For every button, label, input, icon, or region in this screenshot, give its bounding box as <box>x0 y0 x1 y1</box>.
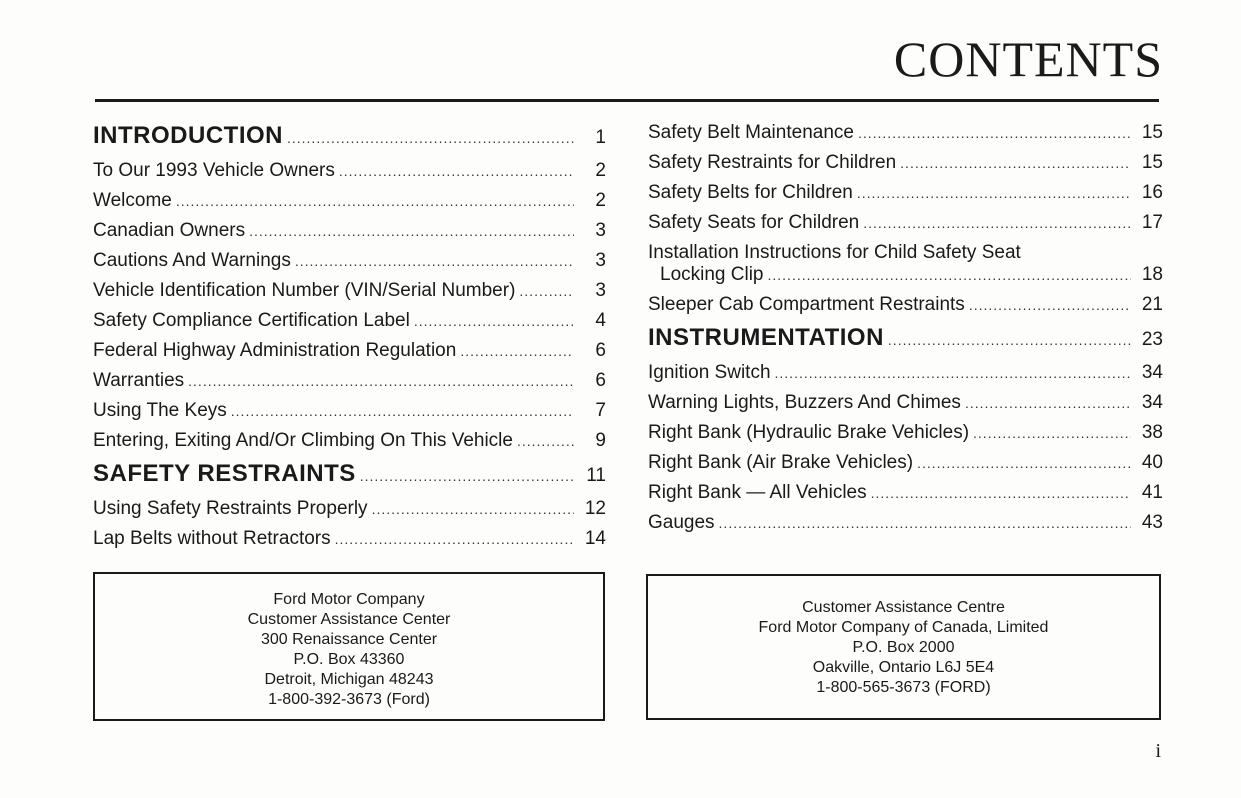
toc-entry <box>648 208 1163 238</box>
toc-page-number: 6 <box>595 370 606 391</box>
toc-entry-label: Vehicle Identification Number (VIN/Serial Number) <box>93 280 516 301</box>
toc-entry <box>93 306 606 336</box>
toc-page-number: 4 <box>595 310 606 331</box>
dot-leader <box>176 186 574 216</box>
toc-entry <box>648 358 1163 388</box>
toc-page-number: 34 <box>1141 362 1163 383</box>
canada-contact-box <box>646 574 1161 720</box>
dot-leader <box>249 216 574 246</box>
toc-entry <box>93 186 606 216</box>
toc-page-number: 15 <box>1141 152 1163 173</box>
toc-entry-label: Gauges <box>648 512 715 533</box>
toc-section-label: SAFETY RESTRAINTS <box>93 460 356 487</box>
us-contact-box <box>93 572 605 721</box>
toc-entry-label: Right Bank — All Vehicles <box>648 482 867 503</box>
dot-leader <box>287 120 574 156</box>
toc-section-heading <box>648 320 1163 358</box>
toc-page-number: 15 <box>1141 122 1163 143</box>
toc-entry <box>648 508 1163 538</box>
toc-entry <box>93 494 606 524</box>
toc-entry <box>93 156 606 186</box>
toc-entry-label: Installation Instructions for Child Safety Seat <box>648 242 1021 263</box>
dot-leader <box>414 306 574 336</box>
toc-page-number: 2 <box>595 160 606 181</box>
toc-entry-label: Federal Highway Administration Regulation <box>93 340 457 361</box>
toc-entry-label-continued: Locking Clip <box>660 264 764 285</box>
toc-section-label: INTRODUCTION <box>93 122 283 149</box>
toc-entry <box>648 238 1163 290</box>
toc-entry-label: Ignition Switch <box>648 362 771 383</box>
contact-line: P.O. Box 2000 <box>852 639 955 656</box>
dot-leader <box>863 208 1131 238</box>
toc-entry <box>93 216 606 246</box>
toc-entry-label: Sleeper Cab Compartment Restraints <box>648 294 965 315</box>
dot-leader <box>719 508 1131 538</box>
toc-page-number: 11 <box>586 465 606 486</box>
page-title: CONTENTS <box>893 31 1163 87</box>
toc-entry-label: Safety Belts for Children <box>648 182 853 203</box>
dot-leader <box>360 458 574 494</box>
toc-page-number: 3 <box>595 220 606 241</box>
toc-entry-label: Lap Belts without Retractors <box>93 528 331 549</box>
toc-entry-label: Warning Lights, Buzzers And Chimes <box>648 392 961 413</box>
title-rule <box>95 99 1159 102</box>
toc-left-column <box>93 118 606 554</box>
page-number: i <box>1155 740 1161 762</box>
toc-entry-label: Warranties <box>93 370 185 391</box>
dot-leader <box>295 246 574 276</box>
toc-page-number: 7 <box>595 400 606 421</box>
contact-line: Customer Assistance Centre <box>802 599 1005 616</box>
toc-entry <box>93 366 606 396</box>
toc-page-number: 38 <box>1141 422 1163 443</box>
toc-entry <box>93 396 606 426</box>
toc-entry-label: Cautions And Warnings <box>93 250 291 271</box>
toc-page-number: 16 <box>1141 182 1163 203</box>
toc-page-number: 3 <box>595 250 606 271</box>
toc-entry <box>93 426 606 456</box>
toc-section-label: INSTRUMENTATION <box>648 324 884 351</box>
toc-entry-label: Right Bank (Air Brake Vehicles) <box>648 452 914 473</box>
toc-entry <box>93 336 606 366</box>
toc-page-number: 14 <box>584 528 606 549</box>
contact-line: Ford Motor Company of Canada, Limited <box>758 619 1049 636</box>
contact-line: Detroit, Michigan 48243 <box>264 671 434 688</box>
contact-line: Customer Assistance Center <box>247 611 451 628</box>
dot-leader <box>857 178 1131 208</box>
dot-leader <box>372 494 574 524</box>
toc-page-number: 17 <box>1141 212 1163 233</box>
dot-leader <box>517 426 574 456</box>
contact-line: 1-800-565-3673 (FORD) <box>816 679 991 696</box>
toc-entry-label: Safety Seats for Children <box>648 212 860 233</box>
contact-line: Ford Motor Company <box>273 591 425 608</box>
dot-leader <box>900 148 1131 178</box>
toc-right-column <box>648 118 1163 538</box>
dot-leader <box>969 290 1131 320</box>
dot-leader <box>973 418 1131 448</box>
toc-page-number: 18 <box>1141 264 1163 285</box>
contact-line: 1-800-392-3673 (Ford) <box>268 691 430 708</box>
dot-leader <box>231 396 574 426</box>
contact-line: 300 Renaissance Center <box>260 631 438 648</box>
toc-page-number: 21 <box>1141 294 1163 315</box>
toc-page-number: 3 <box>595 280 606 301</box>
contact-line: Oakville, Ontario L6J 5E4 <box>812 659 995 676</box>
toc-entry-label: Entering, Exiting And/Or Climbing On This Vehicle <box>93 430 513 451</box>
toc-entry-label: Welcome <box>93 190 172 211</box>
dot-leader <box>775 358 1131 388</box>
toc-entry-label: Using The Keys <box>93 400 227 421</box>
dot-leader <box>339 156 574 186</box>
toc-entry <box>93 524 606 554</box>
toc-page-number: 6 <box>595 340 606 361</box>
toc-page-number: 2 <box>595 190 606 211</box>
toc-entry-label: Safety Compliance Certification Label <box>93 310 410 331</box>
toc-page-number: 9 <box>595 430 606 451</box>
toc-section-heading <box>93 456 606 494</box>
toc-entry <box>648 290 1163 320</box>
dot-leader <box>460 336 574 366</box>
toc-section-heading <box>93 118 606 156</box>
toc-page-number: 23 <box>1141 329 1163 350</box>
toc-entry <box>648 418 1163 448</box>
toc-entry-label: Canadian Owners <box>93 220 246 241</box>
toc-page-number: 1 <box>595 127 606 148</box>
dot-leader <box>519 276 574 306</box>
toc-entry <box>93 246 606 276</box>
toc-page-number: 43 <box>1141 512 1163 533</box>
toc-entry-label: Safety Restraints for Children <box>648 152 897 173</box>
dot-leader <box>188 366 574 396</box>
toc-entry <box>648 178 1163 208</box>
dot-leader <box>768 264 1132 286</box>
dot-leader <box>888 322 1131 358</box>
toc-page-number: 12 <box>584 498 606 519</box>
contact-line: P.O. Box 43360 <box>293 651 405 668</box>
dot-leader <box>858 118 1131 148</box>
toc-entry <box>648 118 1163 148</box>
toc-entry <box>648 388 1163 418</box>
toc-entry <box>648 148 1163 178</box>
toc-page-number: 34 <box>1141 392 1163 413</box>
toc-entry-label: Right Bank (Hydraulic Brake Vehicles) <box>648 422 970 443</box>
toc-entry <box>93 276 606 306</box>
dot-leader <box>335 524 574 554</box>
toc-entry <box>648 448 1163 478</box>
toc-page-number: 40 <box>1141 452 1163 473</box>
toc-page-number: 41 <box>1141 482 1163 503</box>
dot-leader <box>965 388 1131 418</box>
dot-leader <box>871 478 1131 508</box>
dot-leader <box>917 448 1131 478</box>
toc-entry-label: Using Safety Restraints Properly <box>93 498 368 519</box>
toc-entry <box>648 478 1163 508</box>
toc-entry-label: Safety Belt Maintenance <box>648 122 854 143</box>
toc-entry-label: To Our 1993 Vehicle Owners <box>93 160 335 181</box>
